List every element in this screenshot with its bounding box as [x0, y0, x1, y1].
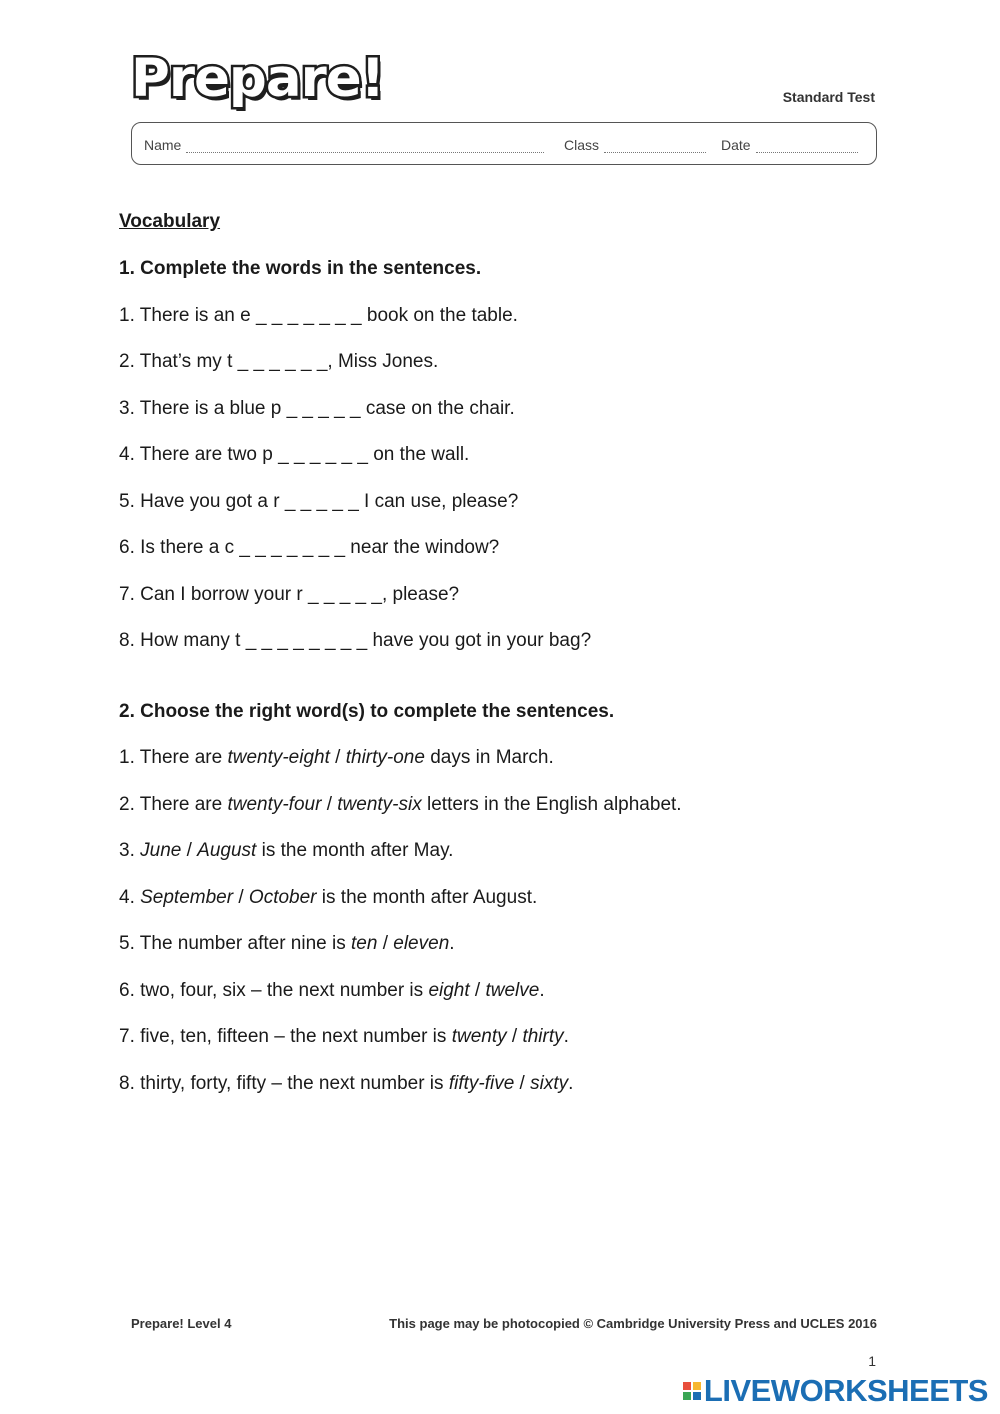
exercise-2-item: 2. There are twenty-four / twenty-six letters in the English alphabet.: [119, 793, 682, 815]
exercise-2-item: 3. June / August is the month after May.: [119, 840, 454, 861]
worksheet-content: [119, 210, 899, 1118]
option-a[interactable]: twenty-eight: [227, 747, 330, 768]
liveworksheets-logo-icon: [683, 1382, 701, 1400]
option-b[interactable]: thirty: [522, 1026, 564, 1047]
exercise-1-item: 7. Can I borrow your r _ _ _ _ _, please?: [119, 583, 460, 605]
option-a[interactable]: twenty: [451, 1026, 507, 1047]
option-b[interactable]: thirty-one: [345, 747, 425, 768]
exercise-2-item: 4. September / October is the month after August.: [119, 886, 538, 908]
logo-square-blue: [693, 1392, 701, 1400]
exercise-1-item: 3. There is a blue p _ _ _ _ _ case on the chair.: [119, 397, 515, 419]
option-b[interactable]: sixty: [530, 1072, 569, 1094]
exercise-2-item: 6. two, four, six – the next number is eight / twelve.: [119, 979, 545, 1001]
logo-square-yellow: [693, 1382, 701, 1390]
option-b[interactable]: August: [197, 840, 257, 861]
student-info-box: [131, 122, 877, 165]
class-label: Class: [564, 137, 600, 153]
exercise-2-item: 7. five, ten, fifteen – the next number is twenty / thirty.: [119, 1026, 569, 1047]
option-a[interactable]: fifty-five: [448, 1072, 515, 1094]
date-field[interactable]: [721, 137, 858, 153]
exercise-1-item: 2. That’s my t _ _ _ _ _ _, Miss Jones.: [119, 351, 439, 372]
exercise-1-item: 8. How many t _ _ _ _ _ _ _ _ have you got in your bag?: [119, 630, 592, 651]
class-field[interactable]: [564, 137, 706, 153]
option-b[interactable]: October: [248, 886, 317, 908]
option-a[interactable]: twenty-four: [227, 793, 322, 815]
date-label: Date: [721, 137, 751, 153]
option-a[interactable]: June: [140, 840, 182, 861]
section-title: Vocabulary: [119, 211, 221, 232]
option-b[interactable]: twenty-six: [337, 793, 422, 815]
exercise-1-title: 1. Complete the words in the sentences.: [119, 258, 482, 279]
exercise-1-item: 1. There is an e _ _ _ _ _ _ _ book on the table.: [119, 304, 518, 326]
footer-level: Prepare! Level 4: [131, 1316, 232, 1331]
name-label: Name: [144, 137, 182, 153]
exercise-2-title: 2. Choose the right word(s) to complete the sentences.: [119, 700, 615, 722]
option-a[interactable]: September: [140, 886, 234, 908]
exercise-1-item: 5. Have you got a r _ _ _ _ _ I can use, please?: [119, 490, 519, 512]
exercise-2-item: 5. The number after nine is ten / eleven.: [119, 933, 455, 954]
footer-copyright: This page may be photocopied © Cambridge University Press and UCLES 2016: [389, 1316, 877, 1331]
class-line[interactable]: [604, 139, 706, 153]
liveworksheets-watermark[interactable]: [683, 1375, 988, 1406]
logo-square-red: [683, 1382, 691, 1390]
option-b[interactable]: twelve: [485, 979, 540, 1001]
page-number: 1: [868, 1353, 876, 1369]
liveworksheets-text: LIVEWORKSHEETS: [703, 1373, 988, 1408]
exercise-1-item: 4. There are two p _ _ _ _ _ _ on the wall.: [119, 444, 470, 465]
test-type-label: Standard Test: [782, 89, 875, 105]
name-line[interactable]: [186, 139, 544, 153]
exercise-2-item: 1. There are twenty-eight / thirty-one days in March.: [119, 747, 554, 768]
logo-square-green: [683, 1392, 691, 1400]
name-field[interactable]: [144, 137, 544, 153]
exercise-2-item: 8. thirty, forty, fifty – the next number is fifty-five / sixty.: [119, 1072, 574, 1094]
prepare-logo: Prepare!: [131, 48, 384, 109]
option-a[interactable]: ten: [351, 933, 378, 954]
option-b[interactable]: eleven: [393, 933, 450, 954]
option-a[interactable]: eight: [428, 979, 470, 1001]
date-line[interactable]: [756, 139, 858, 153]
exercise-1-item: 6. Is there a c _ _ _ _ _ _ _ near the window?: [119, 537, 500, 558]
